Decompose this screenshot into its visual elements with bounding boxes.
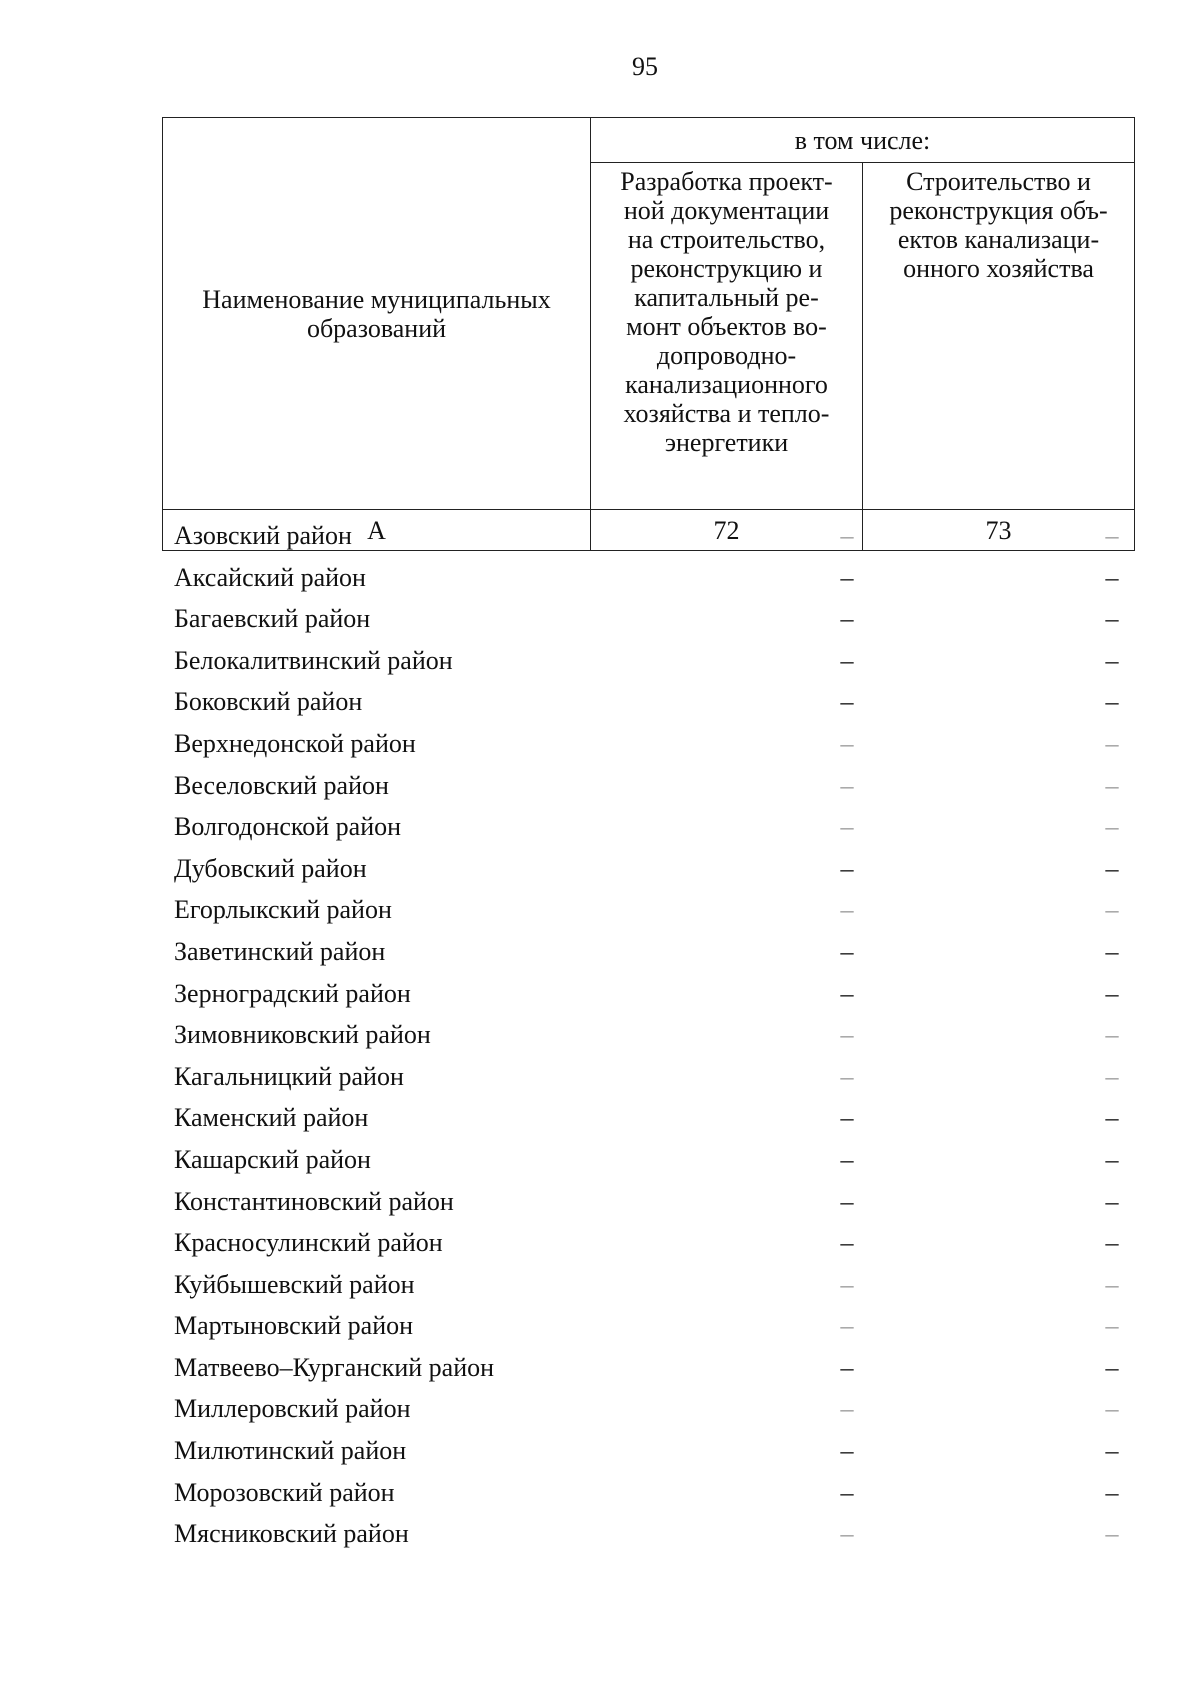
column-header-72-line: капитальный ре- [634, 283, 819, 312]
table-row [162, 1305, 1135, 1347]
value-col-72: – [840, 770, 854, 800]
table-row [162, 765, 1135, 807]
column-header-73-line: онного хозяйства [903, 254, 1094, 283]
value-col-73: – [1105, 770, 1119, 800]
district-name: Егорлыкский район [174, 895, 392, 925]
table-row [162, 640, 1135, 682]
table-row [162, 931, 1135, 973]
column-header-73 [863, 163, 1135, 510]
column-header-72-line: на строительство, [627, 225, 826, 254]
table-row [162, 806, 1135, 848]
district-name: Зерноградский район [174, 978, 411, 1008]
value-col-73: – [1105, 1228, 1119, 1258]
value-col-73: – [1105, 1394, 1119, 1424]
value-col-73: – [1105, 1186, 1119, 1216]
district-name: Матвеево–Курганский район [174, 1352, 495, 1382]
value-col-72: – [840, 1477, 854, 1507]
table-row [162, 1181, 1135, 1223]
column-index-73: 73 [863, 510, 1135, 551]
district-name: Каменский район [174, 1103, 369, 1133]
table-row [162, 1472, 1135, 1514]
table-row [162, 1388, 1135, 1430]
column-index-72: 72 [591, 510, 863, 551]
district-name: Морозовский район [174, 1477, 395, 1507]
value-col-72: – [840, 562, 854, 592]
table-row [162, 1430, 1135, 1472]
district-name: Боковский район [174, 687, 363, 717]
district-name: Красносулинский район [174, 1228, 443, 1258]
table-row [162, 681, 1135, 723]
value-col-72: – [840, 1186, 854, 1216]
district-name: Белокалитвинский район [174, 645, 453, 675]
value-col-73: – [1105, 1144, 1119, 1174]
column-header-72-line: допроводно- [656, 341, 797, 370]
value-col-73: – [1105, 812, 1119, 842]
value-col-72: – [840, 1061, 854, 1091]
district-name: Кагальницкий район [174, 1061, 404, 1091]
column-header-73-line: реконструкция объ- [889, 196, 1108, 225]
value-col-73: – [1105, 1103, 1119, 1133]
value-col-73: – [1105, 645, 1119, 675]
district-name: Мясниковский район [174, 1519, 409, 1549]
district-name: Аксайский район [174, 562, 366, 592]
value-col-73: – [1105, 1269, 1119, 1299]
district-name: Куйбышевский район [174, 1269, 415, 1299]
column-header-name [163, 118, 591, 510]
column-header-72-line: реконструкцию и [630, 254, 823, 283]
district-name: Заветинский район [174, 936, 386, 966]
table-row [162, 848, 1135, 890]
value-col-72: – [840, 1144, 854, 1174]
district-name: Милютинский район [174, 1436, 407, 1466]
column-header-73-line: Строительство и [906, 167, 1091, 196]
table-row [162, 889, 1135, 931]
district-name: Миллеровский район [174, 1394, 411, 1424]
value-col-72: – [840, 853, 854, 883]
district-name: Мартыновский район [174, 1311, 414, 1341]
value-col-73: – [1105, 521, 1119, 550]
table-row [162, 1264, 1135, 1306]
page-number: 95 [632, 52, 658, 81]
table-row [162, 723, 1135, 765]
value-col-73: – [1105, 1020, 1119, 1050]
value-col-72: – [840, 1311, 854, 1341]
value-col-72: – [840, 521, 854, 550]
value-col-73: – [1105, 1519, 1119, 1549]
district-name: Кашарский район [174, 1144, 371, 1174]
value-col-73: – [1105, 1311, 1119, 1341]
table-header [162, 117, 1135, 551]
value-col-72: – [840, 1269, 854, 1299]
table-row [162, 598, 1135, 640]
table-row [162, 1222, 1135, 1264]
column-header-73-line: ектов канализаци- [897, 225, 1100, 254]
column-index-name: А [163, 510, 591, 551]
column-header-72 [591, 163, 863, 510]
column-header-name-line: Наименование муниципальных [202, 284, 551, 314]
district-name: Веселовский район [174, 770, 389, 800]
table-row [162, 1513, 1135, 1555]
value-col-73: – [1105, 978, 1119, 1008]
value-col-72: – [840, 604, 854, 634]
table-row [162, 1347, 1135, 1389]
value-col-72: – [840, 1394, 854, 1424]
value-col-72: – [840, 687, 854, 717]
value-col-73: – [1105, 1352, 1119, 1382]
value-col-72: – [840, 978, 854, 1008]
district-name: Багаевский район [174, 604, 371, 634]
column-group-header: в том числе: [591, 118, 1135, 163]
value-col-72: – [840, 812, 854, 842]
value-col-73: – [1105, 728, 1119, 758]
value-col-73: – [1105, 853, 1119, 883]
table-row [162, 557, 1135, 599]
table-row [162, 515, 1135, 557]
value-col-72: – [840, 1519, 854, 1549]
table-row [162, 1139, 1135, 1181]
column-header-72-line: энергетики [664, 428, 789, 457]
district-name: Азовский район [174, 521, 352, 550]
district-name: Верхнедонской район [174, 728, 416, 758]
value-col-73: – [1105, 936, 1119, 966]
column-header-name-line: образований [306, 313, 447, 343]
district-name: Волгодонской район [174, 812, 402, 842]
value-col-72: – [840, 728, 854, 758]
value-col-72: – [840, 936, 854, 966]
column-header-72-line: Разработка проект- [620, 167, 833, 196]
value-col-72: – [840, 645, 854, 675]
table-body [162, 515, 1135, 1555]
column-header-72-line: хозяйства и тепло- [623, 399, 830, 428]
column-header-72-line: ной документации [623, 196, 830, 225]
table-row [162, 1097, 1135, 1139]
value-col-72: – [840, 1228, 854, 1258]
district-name: Константиновский район [174, 1186, 454, 1216]
value-col-73: – [1105, 562, 1119, 592]
value-col-72: – [840, 1352, 854, 1382]
value-col-73: – [1105, 1436, 1119, 1466]
table-row [162, 973, 1135, 1015]
value-col-73: – [1105, 604, 1119, 634]
table-row [162, 1056, 1135, 1098]
value-col-72: – [840, 1103, 854, 1133]
value-col-72: – [840, 1020, 854, 1050]
value-col-72: – [840, 895, 854, 925]
column-header-72-line: монт объектов во- [626, 312, 827, 341]
value-col-73: – [1105, 895, 1119, 925]
district-name: Дубовский район [174, 853, 367, 883]
value-col-73: – [1105, 1477, 1119, 1507]
column-header-72-line: канализационного [625, 370, 828, 399]
value-col-73: – [1105, 687, 1119, 717]
district-name: Зимовниковский район [174, 1020, 431, 1050]
value-col-72: – [840, 1436, 854, 1466]
table-row [162, 1014, 1135, 1056]
value-col-73: – [1105, 1061, 1119, 1091]
